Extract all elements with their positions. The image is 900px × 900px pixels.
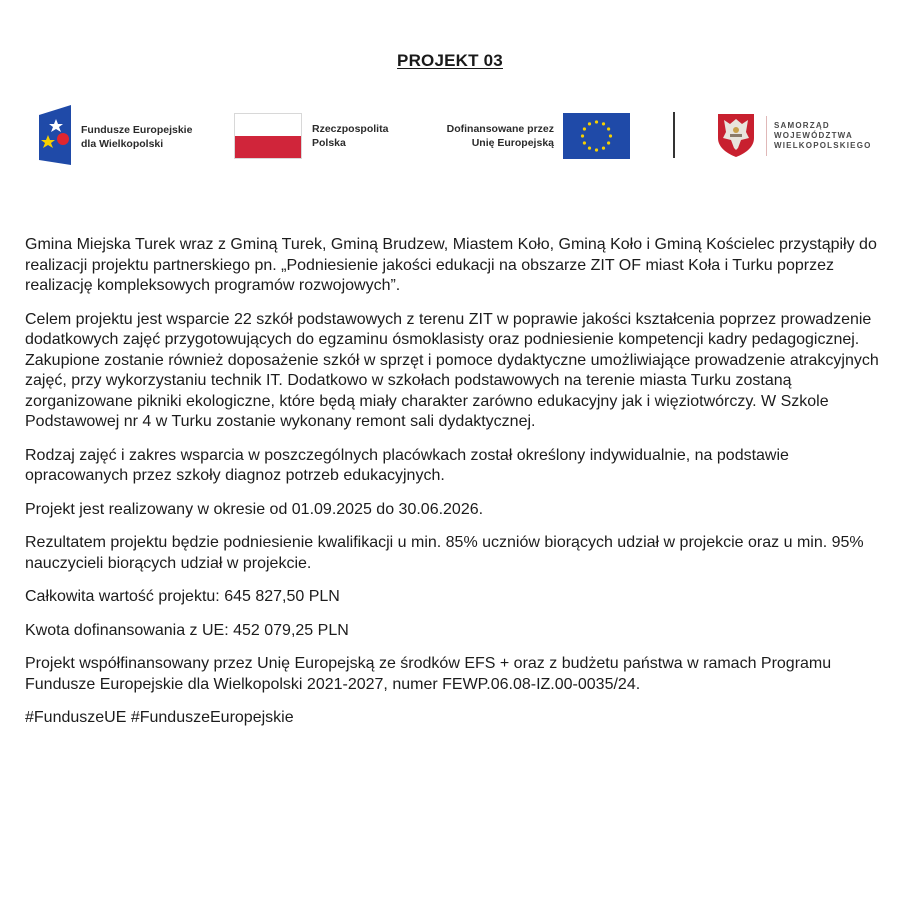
- funding-logos-strip: [0, 100, 900, 170]
- samorzad-wojewodztwa-label: [774, 121, 872, 151]
- rzeczpospolita-polska-label: [312, 122, 388, 150]
- project-description: [25, 235, 880, 742]
- paragraph-period: Projekt jest realizowany w okresie od 01.09.2025 do 30.06.2026.: [25, 500, 484, 518]
- eu-flag-icon: [563, 113, 630, 159]
- paragraph-goals: Celem projektu jest wsparcie 22 szkół podstawowych z terenu ZIT w poprawie jakości kształcenia poprzez prowadzenie dodatkowych zajęć przygotowujących do egzaminu ósmoklasisty oraz podniesienie kompetencji kadry pedagogicznej. Zakupione zostanie również doposażenie szkół w sprzęt i pomoce dydaktyczne umożliwiające prowadzenie atrakcyjnych zajęć, przy wykorzystaniu technik IT. Dodatkowo w szkołach podstawowych na terenie miasta Turku zostaną zorganizowane pikniki ekologiczne, które będą miały charakter zarówno edukacyjny jak i więziotwórczy. W Szkole Podstawowej nr 4 w Turku zostanie wykonany remont sali dydaktycznej.: [25, 310, 879, 430]
- eu-funding-amount: Kwota dofinansowania z UE: 452 079,25 PLN: [25, 621, 349, 639]
- page-title: PROJEKT 03: [397, 51, 503, 70]
- pl-line2: Polska: [312, 137, 346, 149]
- fundusze-europejskie-label: [81, 123, 192, 151]
- wielkopolska-crest-icon: [716, 112, 756, 158]
- sw-line2: WOJEWÓDZTWA: [774, 131, 853, 140]
- logo-divider: [673, 112, 675, 158]
- fe-line1: Fundusze Europejskie: [81, 124, 193, 136]
- paragraph-cofinancing: Projekt współfinansowany przez Unię Europejską ze środków EFS + oraz z budżetu państwa w ramach Programu Fundusze Europejskie dla Wielkopolski 2021-2027, numer FEWP.06.08-IZ.00-0035/24.: [25, 655, 832, 693]
- eu-line1: Dofinansowane przez: [446, 123, 554, 135]
- pl-line1: Rzeczpospolita: [312, 123, 389, 135]
- paragraph-scope: Rodzaj zajęć i zakres wsparcia w poszczególnych placówkach został określony indywidualnie, na podstawie opracowanych przez szkoły diagnoz potrzeb edukacyjnych.: [25, 446, 789, 484]
- sw-line1: SAMORZĄD: [774, 121, 830, 130]
- sw-line3: WIELKOPOLSKIEGO: [774, 141, 872, 150]
- hashtags: #FunduszeUE #FunduszeEuropejskie: [25, 709, 294, 726]
- eu-cofinanced-label: [428, 122, 554, 150]
- polish-flag-icon: [234, 113, 302, 159]
- samorzad-separator: [766, 116, 767, 156]
- fundusze-europejskie-mark-icon: [39, 105, 71, 165]
- eu-line2: Unię Europejską: [471, 137, 554, 149]
- fe-line2: dla Wielkopolski: [81, 138, 164, 150]
- paragraph-partners: Gmina Miejska Turek wraz z Gminą Turek, Gminą Brudzew, Miastem Koło, Gminą Koło i Gminą Kościelec przystąpiły do realizacji projektu partnerskiego pn. „Podniesienie jakości edukacji na obszarze ZIT OF miast Koła i Turku poprzez realizację kompleksowych programów rozwojowych”.: [25, 236, 877, 294]
- paragraph-results: Rezultatem projektu będzie podniesienie kwalifikacji u min. 85% uczniów biorących udział w projekcie oraz u min. 95% nauczycieli biorących udział w projekcie.: [25, 534, 864, 572]
- total-value: Całkowita wartość projektu: 645 827,50 PLN: [25, 588, 340, 605]
